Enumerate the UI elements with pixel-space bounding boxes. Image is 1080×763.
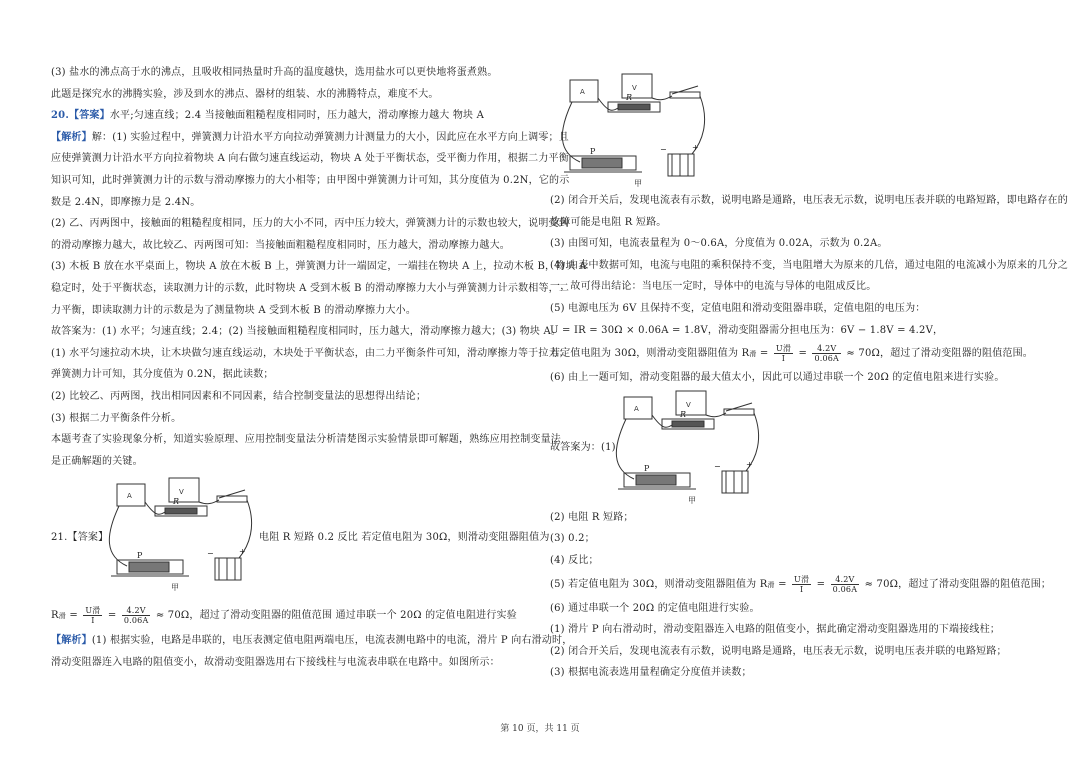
analysis-tag: 【解析】 [51,131,92,143]
answer-tag: 21.【答案】 [51,532,109,544]
circuit-diagram [99,476,259,594]
text-line: (2) 电阻 R 短路； [550,511,634,523]
text-line: 滑动变阻器连入电路的阻值变小，故滑动变阻器选用右下接线柱与电流表串联在电路中。如图所示： [51,656,500,668]
fraction: $\frac{4.2V}{0.06A}$ [814,344,840,364]
svg-text:−: − [660,145,667,154]
text-line: U = IR = 30Ω × 0.06A = 1.8V，滑动变阻器需分担电压为：6V − 1.8V = 4.2V， [550,324,944,336]
fraction: $\frac{4.2V}{0.06A}$ [123,606,149,626]
circuit-diagram [606,389,766,507]
svg-text:V: V [632,84,637,92]
analysis-line [51,127,569,149]
svg-text:A: A [634,404,639,413]
svg-text:V: V [686,400,691,409]
text-line: (4) 由表中数据可知，电流与电阻的乘积保持不变，当电阻增大为原来的几倍，通过电阻的电流减小为原来的几分之 [550,259,1068,271]
analysis-text: 解：(1) 实验过程中，弹簧测力计沿水平方向拉动弹簧测力计测量力的大小，因此应在水平方向上调零；且 [91,131,569,143]
text-line: (1) 滑片 P 向右滑动时，滑动变阻器连入电路的阻值变小，据此确定滑动变阻器选用的下端接线柱； [550,624,1001,636]
text-line: (3) 由图可知，电流表量程为 0～0.6A，分度值为 0.02A，示数为 0.2A。 [550,238,888,250]
svg-text:+: + [239,547,246,557]
circuit-diagram [552,72,712,190]
formula-line: (5) 若定值电阻为 30Ω，则滑动变阻器阻值为 R滑 = $\frac{\text{U滑}}{I}$ = $\frac{4.2V}{0.06A}$ ≈ 70Ω，超过了滑动变阻器的阻值范围； [550,574,1052,594]
svg-text:A: A [580,88,585,96]
analysis-text: (1) 根据实验，电路是串联的，电压表测定值电阻两端电压，电流表测电路中的电流，滑片 P 向右滑动时， [91,635,573,647]
svg-text:P: P [137,551,143,561]
answer-text: 水平;匀速直线；2.4 当接触面粗糙程度相同时，压力越大，滑动摩擦力越大 物块 A [109,110,485,122]
figure-caption: 甲 [171,583,179,593]
text-line: (6) 由上一题可知，滑动变阻器的最大值太小，因此可以通过串联一个 20Ω 的定值电阻来进行实验。 [550,372,1005,384]
fraction: $\frac{\text{U滑}}{I}$ [775,344,792,364]
svg-text:A: A [127,492,132,501]
fraction: $\frac{\text{U滑}}{I}$ [794,574,810,594]
svg-text:+: + [746,459,753,469]
analysis-tag: 【解析】 [51,635,92,647]
answer-label: 故答案为：(1) [550,441,616,453]
svg-text:−: − [714,461,721,471]
text-line: (3) 木板 B 放在水平桌面上，物块 A 放在木板 B 上，弹簧测力计一端固定，一端挂在物块 A 上，拉动木板 B，物块 A [51,261,587,273]
page-footer: 第 10 页，共 11 页 [500,724,580,734]
text-line: 故障可能是电阻 R 短路。 [550,216,667,228]
text-line: 稳定时，处于平衡状态，读取测力计的示数，此时物块 A 受到木板 B 的滑动摩擦力大小与弹簧测力计示数相等，二 [51,282,570,294]
formula-symbol: R [51,610,59,622]
svg-text:R: R [680,409,687,419]
formula-tail: ≈ 70Ω，超过了滑动变阻器的阻值范围 通过串联一个 20Ω 的定值电阻进行实验 [155,610,517,622]
formula-line: 若定值电阻为 30Ω，则滑动变阻器阻值为 R滑 = $\frac{\text{U滑}}{I}$ = $\frac{4.2V}{0.06A}$ ≈ 70Ω，超过了滑动变阻器的阻值范围。 [550,344,1033,364]
figure-caption: 甲 [688,495,696,505]
svg-text:R: R [626,93,633,102]
fraction: $\frac{\text{U滑}}{I}$ [85,606,101,626]
text-line: 数是 2.4N，即摩擦力是 2.4N。 [51,196,201,208]
text-line: 是正确解题的关键。 [51,455,143,467]
analysis-line [51,630,573,652]
question-21-block [51,472,550,602]
text-line: 本题考查了实验现象分析，知道实验原理、应用控制变量法分析清楚图示实验情景即可解题，熟练应用控制变量法 [51,434,561,446]
figure-caption: 甲 [634,179,642,188]
text-line: 的滑动摩擦力越大，故比较乙、丙两图可知：当接触面粗糙程度相同时，压力越大，滑动摩擦力越大。 [51,239,510,251]
answer-tag: 20.【答案】 [51,110,110,122]
text-line: (2) 乙、丙两图中，接触面的粗糙程度相同，压力的大小不同，丙中压力较大，弹簧测力计的示数也较大，说明受到 [51,218,569,230]
answer-figure-block [550,389,1030,507]
svg-text:R: R [173,497,180,507]
question-20-answer [51,105,531,127]
text-line: (5) 电源电压为 6V 且保持不变，定值电阻和滑动变阻器串联，定值电阻的电压为： [550,302,926,314]
text-line: (4) 反比； [550,554,599,566]
fraction: $\frac{4.2V}{0.06A}$ [832,574,858,594]
svg-text:−: − [207,549,214,559]
svg-text:+: + [692,143,699,152]
text-line: 应使弹簧测力计沿水平方向拉着物块 A 向右做匀速直线运动，物块 A 处于平衡状态，受平衡力作用，根据二力平衡 [51,153,569,165]
text-line: (3) 0.2； [550,533,595,545]
text-line: (1) 水平匀速拉动木块，让木块做匀速直线运动，木块处于平衡状态，由二力平衡条件可知，滑动摩擦力等于拉力； [51,347,569,359]
formula-subscript: 滑 [58,612,66,621]
text-line: (3) 根据电流表选用量程确定分度值并读数； [550,667,752,679]
text-line: (3) 根据二力平衡条件分析。 [51,412,182,424]
svg-text:P: P [644,463,650,473]
text-line: (2) 闭合开关后，发现电流表有示数，说明电路是通路，电压表无示数，说明电压表并联的电路短路； [550,645,1007,657]
text-line: (2) 比较乙、丙两图，找出相同因素和不同因素，结合控制变量法的思想得出结论； [51,390,427,402]
text-line: 一，故可得出结论：当电压一定时，导体中的电流与导体的电阻成反比。 [550,281,877,293]
text-line: (6) 通过串联一个 20Ω 的定值电阻进行实验。 [550,602,760,614]
svg-text:P: P [590,147,596,156]
svg-text:V: V [179,488,184,497]
text-line: 此题是探究水的沸腾实验，涉及到水的沸点、器材的组装、水的沸腾特点，难度不大。 [51,88,439,100]
answer-text: 电阻 R 短路 0.2 反比 若定值电阻为 30Ω，则滑动变阻器阻值为 [259,532,550,544]
text-line: (3) 盐水的沸点高于水的沸点，且吸收相同热量时升高的温度越快，选用盐水可以更快地将蛋煮熟。 [51,67,498,78]
text-line: 弹簧测力计可知，其分度值为 0.2N，据此读数； [51,369,274,381]
text-line: 力平衡，即读取测力计的示数是为了测量物块 A 受到木板 B 的滑动摩擦力大小。 [51,304,417,316]
right-column [550,72,1068,684]
text-line: 故答案为：(1) 水平；匀速直线；2.4；(2) 当接触面粗糙程度相同时，压力越大，滑动摩擦力越大；(3) 物块 A。 [51,326,562,338]
text-line: 知识可知，此时弹簧测力计的示数与滑动摩擦力的大小相等；由甲图中弹簧测力计可知，其分度值为 0.2N，它的示 [51,174,570,186]
formula-eq: = [69,610,78,622]
formula-line: R滑 = $\frac{\text{U滑}}{I}$ = $\frac{4.2V}{0.06A}$ ≈ 70Ω，超过了滑动变阻器的阻值范围 通过串联一个 20Ω 的定值电阻进行实验 [51,606,517,626]
text-line: (2) 闭合开关后，发现电流表有示数，说明电路是通路，电压表无示数，说明电压表并联的电路短路，即电路存在的 [550,195,1068,206]
